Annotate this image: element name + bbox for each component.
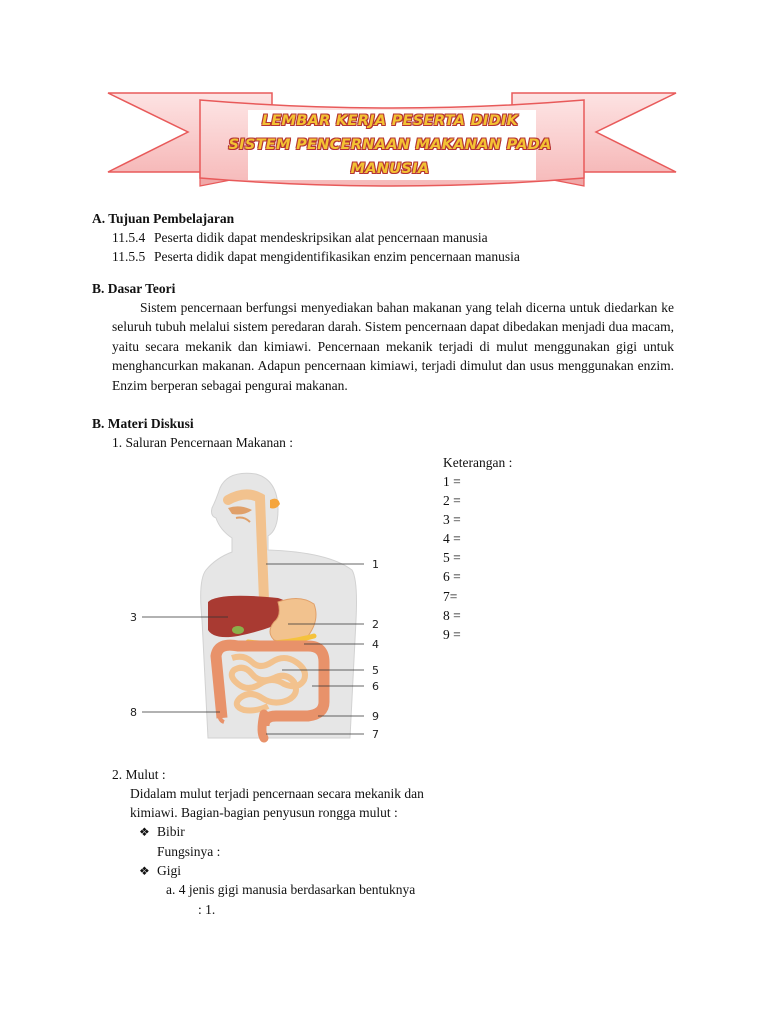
section-b-heading: B. Dasar Teori — [92, 281, 176, 296]
keterangan-item-8: 8 = — [443, 608, 461, 623]
keterangan-item-7: 7= — [443, 589, 458, 604]
fungsinya-label: Fungsinya : — [157, 844, 221, 859]
item-1-title: 1. Saluran Pencernaan Makanan : — [112, 435, 294, 450]
keterangan-title: Keterangan : — [443, 455, 513, 470]
diagram-label-3: 3 — [130, 611, 137, 624]
gigi-sub-a-1: : 1. — [198, 902, 216, 917]
keterangan-item-4: 4 = — [443, 531, 461, 546]
mulut-text-line1: Didalam mulut terjadi pencernaan secara mekanik dan — [130, 786, 424, 801]
digestive-system-diagram — [128, 470, 390, 746]
diagram-label-5: 5 — [372, 664, 379, 677]
diagram-label-9: 9 — [372, 710, 379, 723]
diagram-label-2: 2 — [372, 618, 379, 631]
diagram-label-8: 8 — [130, 706, 137, 719]
keterangan-item-1: 1 = — [443, 474, 461, 489]
objective-code-1: 11.5.4 — [112, 230, 146, 245]
keterangan-item-5: 5 = — [443, 550, 461, 565]
objective-code-2: 11.5.5 — [112, 249, 146, 264]
objective-text-2: Peserta didik dapat mengidentifikasikan enzim pencernaan manusia — [154, 249, 520, 264]
mulut-text-line2: kimiawi. Bagian-bagian penyusun rongga mulut : — [130, 805, 398, 820]
bibir-label: Bibir — [157, 824, 185, 839]
objective-text-1: Peserta didik dapat mendeskripsikan alat pencernaan manusia — [154, 230, 488, 245]
diagram-label-7: 7 — [372, 728, 379, 741]
materi-diskusi-heading: B. Materi Diskusi — [92, 416, 194, 431]
diagram-label-1: 1 — [372, 558, 379, 571]
diagram-label-6: 6 — [372, 680, 379, 693]
keterangan-item-9: 9 = — [443, 627, 461, 642]
gigi-label: Gigi — [157, 863, 182, 878]
dasar-teori-paragraph: Sistem pencernaan berfungsi menyediakan bahan makanan yang telah dicerna untuk diedarkan ke seluruh tubuh melalui sistem peredaran darah. Sistem pencernaan dapat dibedakan menjadi dua macam, yaitu secara mekanik dan kimiawi. Pencernaan mekanik terjadi di mulut menggunakan gigi untuk menghancurkan makanan. Adapun pencernaan kimiawi, terjadi dimulut dan usus menggunakan enzim. Enzim berperan sebagai pengurai makanan. — [112, 300, 674, 393]
bullet-icon: ❖ — [139, 825, 150, 839]
bullet-icon: ❖ — [139, 864, 150, 878]
keterangan-item-2: 2 = — [443, 493, 461, 508]
banner-title-line1: LEMBAR KERJA PESERTA DIDIK — [261, 113, 519, 129]
keterangan-item-3: 3 = — [443, 512, 461, 527]
item-2-title: 2. Mulut : — [112, 767, 166, 782]
keterangan-item-6: 6 = — [443, 569, 461, 584]
banner-title-line2: SISTEM PENCERNAAN MAKANAN PADA — [228, 137, 552, 153]
gigi-sub-a: a. 4 jenis gigi manusia berdasarkan bentuknya — [166, 882, 416, 897]
section-a-heading: A. Tujuan Pembelajaran — [92, 211, 235, 226]
diagram-label-4: 4 — [372, 638, 379, 651]
banner-title-line3: MANUSIA — [350, 161, 430, 177]
